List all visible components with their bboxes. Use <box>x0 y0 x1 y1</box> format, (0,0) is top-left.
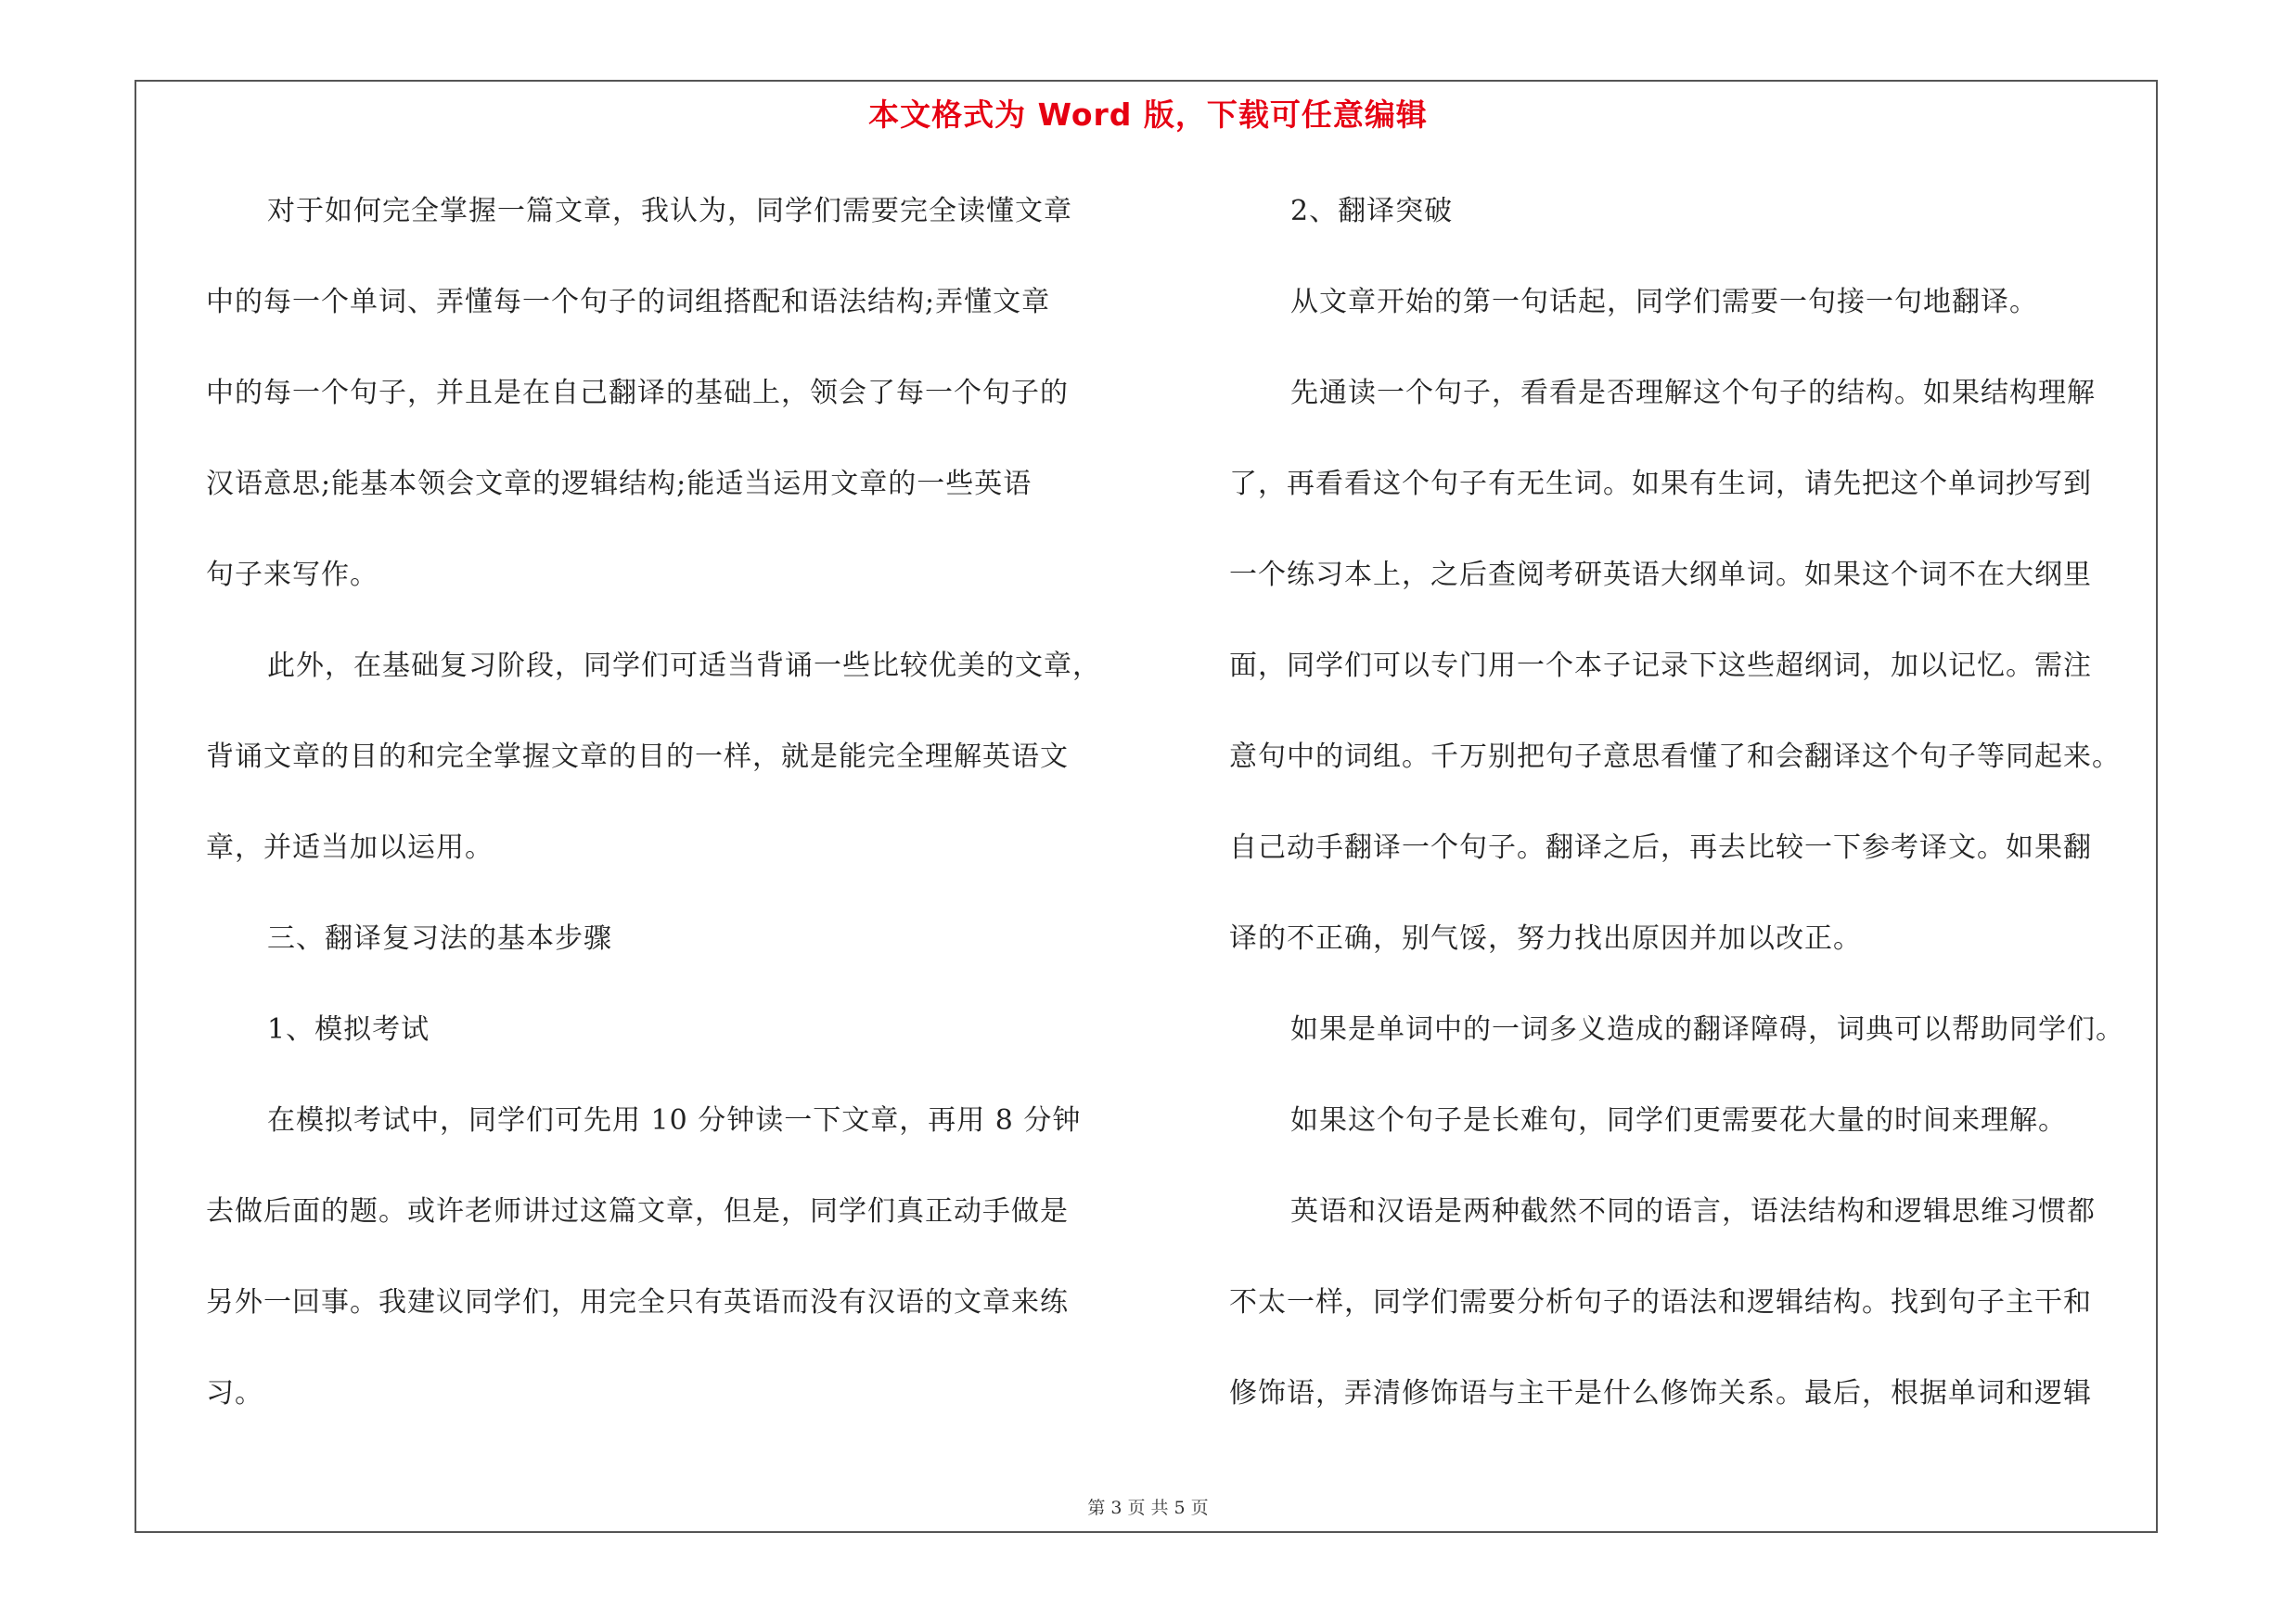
paragraph-line: 一个练习本上，之后查阅考研英语大纲单词。如果这个词不在大纲里 <box>1229 559 2092 591</box>
paragraph-line: 中的每一个单词、弄懂每一个句子的词组搭配和语法结构;弄懂文章 <box>206 286 1051 318</box>
paragraph-line: 修饰语，弄清修饰语与主干是什么修饰关系。最后，根据单词和逻辑 <box>1229 1377 2092 1410</box>
paragraph-line: 在模拟考试中，同学们可先用 10 分钟读一下文章，再用 8 分钟 <box>267 1104 1082 1137</box>
paragraph-line: 如果是单词中的一词多义造成的翻译障碍，词典可以帮助同学们。 <box>1290 1013 2124 1046</box>
paragraph-line: 了，再看看这个句子有无生词。如果有生词，请先把这个单词抄写到 <box>1229 468 2092 500</box>
paragraph-line: 面，同学们可以专门用一个本子记录下这些超纲词，加以记忆。需注 <box>1229 650 2092 682</box>
page-number: 第 3 页 共 5 页 <box>1087 1498 1209 1518</box>
left-column <box>206 184 1134 1457</box>
paragraph-line: 汉语意思;能基本领会文章的逻辑结构;能适当运用文章的一些英语 <box>206 468 1033 500</box>
paragraph-line: 对于如何完全掌握一篇文章，我认为，同学们需要完全读懂文章 <box>267 195 1072 227</box>
subsection-heading: 2、翻译突破 <box>1290 195 1454 227</box>
paragraph-line: 不太一样，同学们需要分析句子的语法和逻辑结构。找到句子主干和 <box>1229 1286 2092 1319</box>
paragraph-line: 中的每一个句子，并且是在自己翻译的基础上，领会了每一个句子的 <box>206 377 1069 409</box>
paragraph-line: 译的不正确，别气馁，努力找出原因并加以改正。 <box>1229 922 1862 955</box>
paragraph-line: 背诵文章的目的和完全掌握文章的目的一样，就是能完全理解英语文 <box>206 741 1069 773</box>
right-column <box>1229 184 2152 1457</box>
paragraph-line: 去做后面的题。或许老师讲过这篇文章，但是，同学们真正动手做是 <box>206 1195 1069 1228</box>
paragraph-line: 句子来写作。 <box>206 559 378 591</box>
paragraph-line: 从文章开始的第一句话起，同学们需要一句接一句地翻译。 <box>1290 286 2038 318</box>
paragraph-line: 另外一回事。我建议同学们，用完全只有英语而没有汉语的文章来练 <box>206 1286 1069 1319</box>
paragraph-line: 章，并适当加以运用。 <box>206 831 494 864</box>
header-banner: 本文格式为 Word 版，下载可任意编辑 <box>868 97 1428 133</box>
paragraph-line: 此外，在基础复习阶段，同学们可适当背诵一些比较优美的文章， <box>267 650 1101 682</box>
section-heading: 三、翻译复习法的基本步骤 <box>267 922 612 955</box>
paragraph-line: 如果这个句子是长难句，同学们更需要花大量的时间来理解。 <box>1290 1104 2067 1137</box>
paragraph-line: 自己动手翻译一个句子。翻译之后，再去比较一下参考译文。如果翻 <box>1229 831 2092 864</box>
paragraph-line: 习。 <box>206 1377 263 1410</box>
paragraph-line: 先通读一个句子，看看是否理解这个句子的结构。如果结构理解 <box>1290 377 2096 409</box>
subsection-heading: 1、模拟考试 <box>267 1013 430 1046</box>
paragraph-line: 英语和汉语是两种截然不同的语言，语法结构和逻辑思维习惯都 <box>1290 1195 2096 1228</box>
paragraph-line: 意句中的词组。千万别把句子意思看懂了和会翻译这个句子等同起来。 <box>1229 741 2121 773</box>
